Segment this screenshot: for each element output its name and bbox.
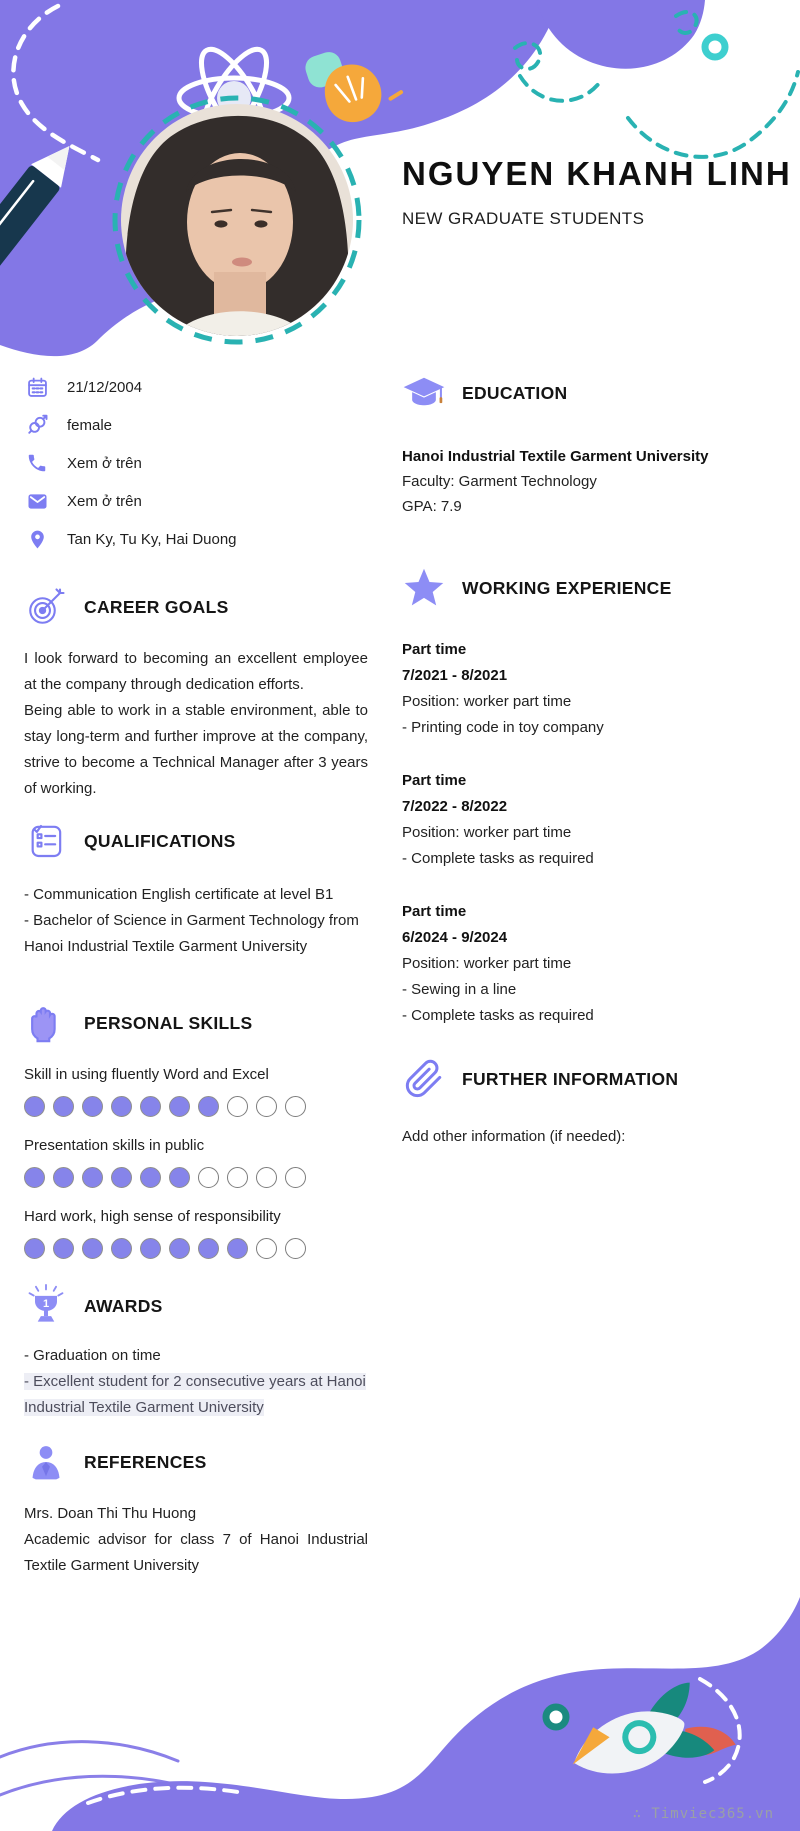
skill-dot (24, 1238, 45, 1259)
calendar-icon (24, 376, 50, 399)
contact-row-gender (24, 406, 368, 444)
job-position: Position: worker part time (402, 824, 572, 841)
skill-dot (256, 1096, 277, 1117)
right-column (402, 370, 776, 1150)
job-period: 7/2021 - 8/2021 (402, 667, 508, 684)
skill-dot (140, 1238, 161, 1259)
fist-icon (24, 1000, 68, 1046)
contact-row-birthday (24, 368, 368, 406)
skill-dot (111, 1167, 132, 1188)
skill-dot (53, 1096, 74, 1117)
paperclip-icon (402, 1056, 446, 1102)
job-position: Position: worker part time (402, 693, 572, 710)
award-item-highlighted: - Excellent student for 2 consecutive years at Hanoi Industrial Textile Garment University (24, 1373, 366, 1416)
skill-dot (82, 1167, 103, 1188)
skill-dot (227, 1167, 248, 1188)
skill-dot (24, 1167, 45, 1188)
job-bullet: - Printing code in toy company (402, 719, 604, 736)
contact-row-phone (24, 444, 368, 482)
career-goals-paragraph: Being able to work in a stable environment, able to stay long-term and further improve at the company, strive to become a Technical Manager after 3 years of working. (24, 702, 368, 797)
graduation-cap-icon (402, 370, 446, 416)
skill-dot (227, 1238, 248, 1259)
phone-value: Xem ở trên (67, 454, 142, 472)
section-working-experience (402, 565, 776, 611)
skill-dot (285, 1167, 306, 1188)
references-title: REFERENCES (84, 1451, 207, 1472)
name-block (402, 155, 792, 229)
skill-dot (111, 1096, 132, 1117)
skill-dot (285, 1238, 306, 1259)
experience-list (402, 637, 776, 1029)
skill-rating (24, 1167, 368, 1188)
gender-value: female (67, 416, 113, 434)
section-personal-skills (24, 1000, 368, 1046)
section-career-goals (24, 584, 368, 630)
job-type: Part time (402, 641, 467, 658)
skill-dot (24, 1096, 45, 1117)
contact-row-address (24, 520, 368, 558)
skill-dot (53, 1238, 74, 1259)
education-gpa: GPA: 7.9 (402, 498, 462, 515)
job-type: Part time (402, 903, 467, 920)
skill-rating (24, 1238, 368, 1259)
purple-swoosh (536, 0, 705, 69)
contact-row-email (24, 482, 368, 520)
watermark: ∴ Timviec365.vn (632, 1806, 774, 1822)
skill-dot (82, 1238, 103, 1259)
target-icon (24, 584, 68, 630)
candidate-name: NGUYEN KHANH LINH (402, 155, 792, 192)
section-awards (24, 1283, 368, 1329)
award-item: - Graduation on time (24, 1347, 161, 1364)
skill-label: Hard work, high sense of responsibility (24, 1208, 281, 1225)
job-bullet: - Complete tasks as required (402, 1007, 594, 1024)
job-period: 6/2024 - 9/2024 (402, 929, 508, 946)
personal-skills-title: PERSONAL SKILLS (84, 1012, 253, 1033)
skills-list (24, 1066, 368, 1259)
skill-rating (24, 1096, 368, 1117)
svg-text:1: 1 (42, 1297, 50, 1310)
skill-dot (198, 1096, 219, 1117)
skill-dot (169, 1167, 190, 1188)
skill-label: Skill in using fluently Word and Excel (24, 1066, 269, 1083)
skill-dot (140, 1096, 161, 1117)
career-goals-title: CAREER GOALS (84, 596, 229, 617)
education-school: Hanoi Industrial Textile Garment University (402, 448, 709, 465)
skill-dot (198, 1238, 219, 1259)
footer-decoration (0, 1551, 800, 1831)
purple-blob-bottom (52, 1597, 800, 1831)
star-icon (402, 565, 446, 611)
qualifications-list (24, 882, 368, 960)
career-goals-text (24, 646, 368, 802)
trophy-icon (24, 1283, 68, 1329)
email-value: Xem ở trên (67, 492, 142, 510)
skill-label: Presentation skills in public (24, 1137, 205, 1154)
further-information-title: FURTHER INFORMATION (462, 1068, 679, 1089)
birthday-value: 21/12/2004 (67, 378, 143, 396)
candidate-title: NEW GRADUATE STUDENTS (402, 208, 645, 228)
gender-icon (24, 414, 50, 437)
section-qualifications (24, 818, 368, 864)
job-bullet: - Complete tasks as required (402, 850, 594, 867)
email-icon (24, 490, 50, 513)
job-type: Part time (402, 772, 467, 789)
qualifications-title: QUALIFICATIONS (84, 830, 236, 851)
reference-detail: Academic advisor for class 7 of Hanoi Industrial Textile Garment University (24, 1531, 368, 1574)
skill-dot (256, 1167, 277, 1188)
job-entry (402, 637, 776, 741)
qualification-item: - Communication English certificate at level B1 (24, 886, 334, 903)
skill-dot (227, 1096, 248, 1117)
teal-ring (705, 37, 725, 57)
person-icon (24, 1439, 68, 1485)
skill-dot (140, 1167, 161, 1188)
teal-ring-footer (546, 1707, 566, 1727)
skill-dot (169, 1096, 190, 1117)
job-position: Position: worker part time (402, 955, 572, 972)
section-references (24, 1439, 368, 1485)
skill-dot (256, 1238, 277, 1259)
job-entry (402, 899, 776, 1029)
location-icon (24, 528, 50, 551)
skill-dot (111, 1238, 132, 1259)
awards-title: AWARDS (84, 1295, 163, 1316)
job-entry (402, 768, 776, 872)
career-goals-paragraph: I look forward to becoming an excellent employee at the company through dedication efforts. (24, 650, 368, 693)
contact-list (24, 368, 368, 558)
skill-dot (53, 1167, 74, 1188)
left-column (24, 368, 368, 1579)
job-period: 7/2022 - 8/2022 (402, 798, 508, 815)
skill-dot (198, 1167, 219, 1188)
section-further-information (402, 1056, 776, 1102)
skill-dot (82, 1096, 103, 1117)
skill-dot (169, 1238, 190, 1259)
education-title: EDUCATION (462, 382, 568, 403)
skill-dot (285, 1096, 306, 1117)
education-entry (402, 444, 776, 519)
phone-icon (24, 452, 50, 474)
section-education (402, 370, 776, 416)
education-faculty: Faculty: Garment Technology (402, 473, 597, 490)
qualification-item: - Bachelor of Science in Garment Technology from Hanoi Industrial Textile Garment University (24, 912, 359, 955)
checklist-icon (24, 818, 68, 864)
address-value: Tan Ky, Tu Ky, Hai Duong (67, 530, 237, 548)
further-information-note: Add other information (if needed): (402, 1128, 626, 1145)
working-experience-title: WORKING EXPERIENCE (462, 577, 672, 598)
job-bullet: - Sewing in a line (402, 981, 517, 998)
reference-name: Mrs. Doan Thi Thu Huong (24, 1505, 197, 1522)
awards-list (24, 1343, 368, 1421)
